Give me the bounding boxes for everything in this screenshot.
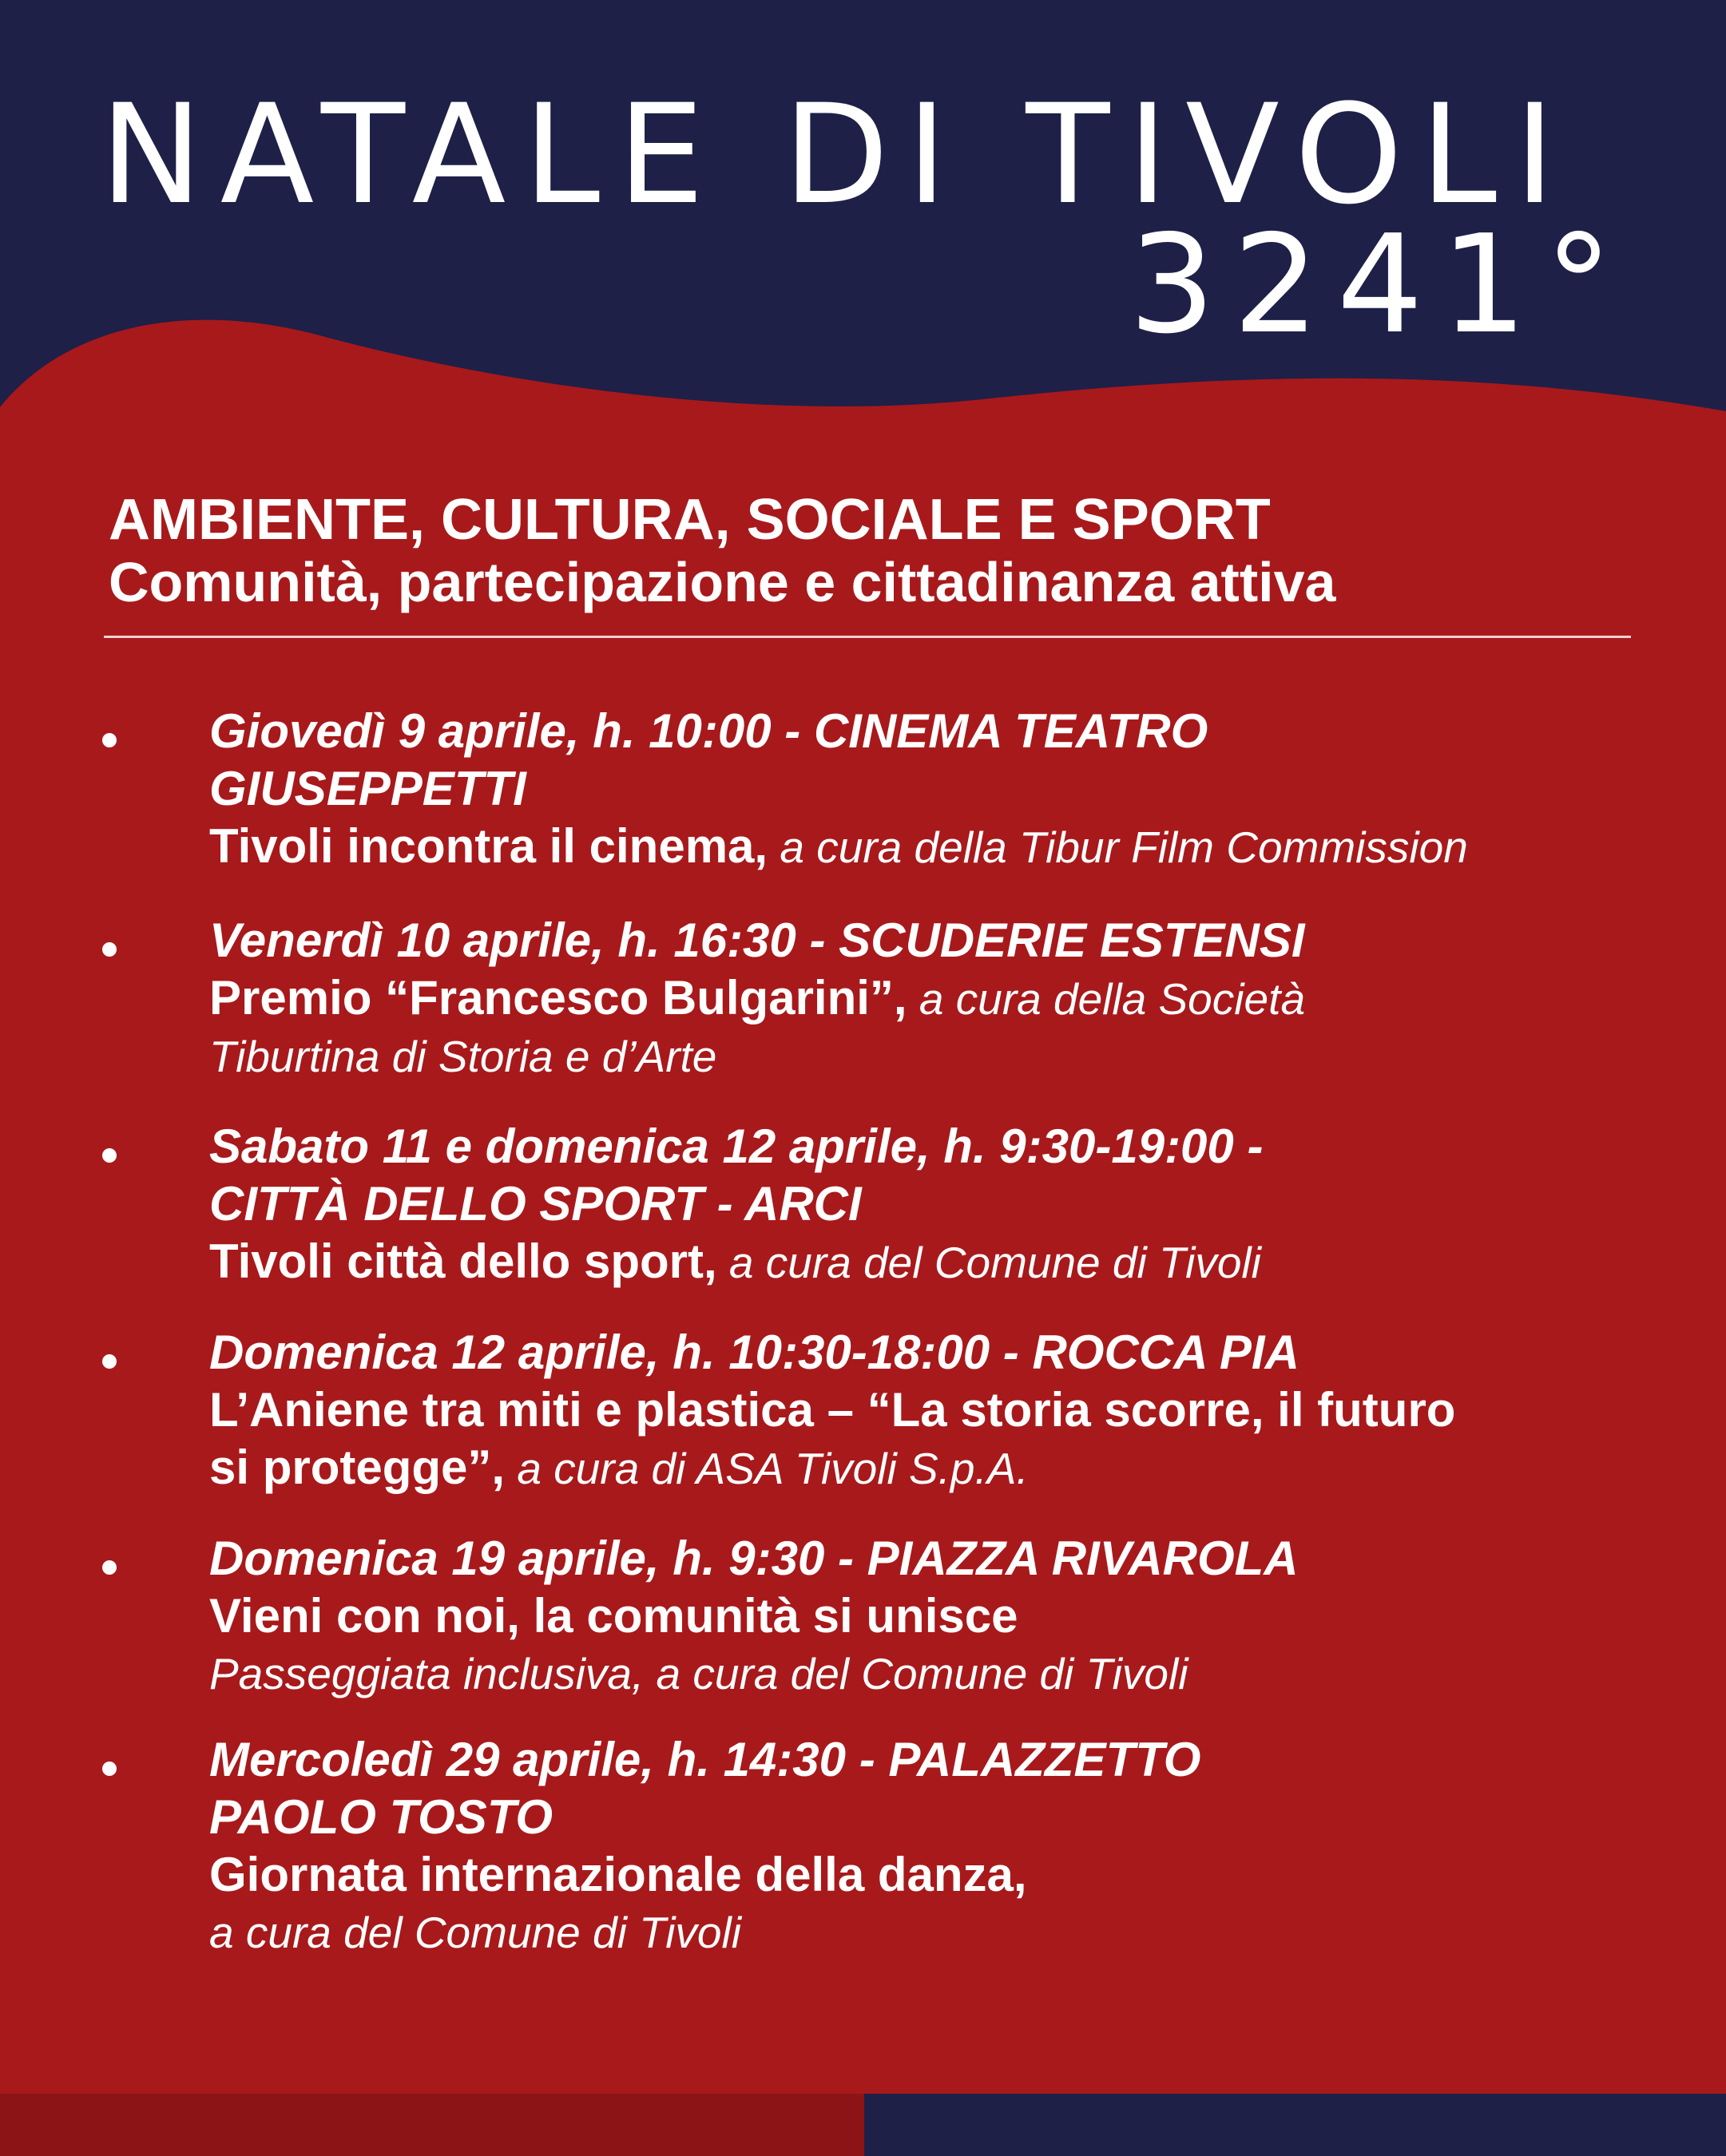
bullet-icon (102, 1148, 117, 1163)
event-when: Domenica 12 aprile, h. 10:30-18:00 - ROCCA PIA (209, 1326, 1299, 1379)
event-organizer: a cura della Società (907, 974, 1305, 1024)
event-organizer: a cura della Tibur Film Commission (768, 822, 1468, 872)
event-organizer: a cura del Comune di Tivoli (716, 1238, 1261, 1287)
event-when: Mercoledì 29 aprile, h. 14:30 - PALAZZETTO (209, 1733, 1201, 1786)
event-organizer: Passeggiata inclusiva, a cura del Comune di Tivoli (209, 1649, 1188, 1698)
event-title: Vieni con noi, la comunità si unisce (209, 1589, 1018, 1643)
section-title: AMBIENTE, CULTURA, SOCIALE E SPORT (109, 488, 1271, 552)
event-title: Giornata internazionale della danza, (209, 1848, 1027, 1901)
event-title: Tivoli incontra il cinema, (209, 819, 768, 873)
event-venue: CITTÀ DELLO SPORT - ARCI (209, 1177, 862, 1231)
bullet-icon (102, 1354, 117, 1369)
footer-band-red (0, 2094, 864, 2156)
bullet-icon (102, 733, 117, 747)
event-when: Domenica 19 aprile, h. 9:30 - PIAZZA RIVAROLA (209, 1532, 1299, 1585)
event-when: Venerdì 10 aprile, h. 16:30 - SCUDERIE ESTENSI (209, 914, 1305, 967)
edition-number: 3241° (1129, 206, 1630, 364)
event-title: Premio “Francesco Bulgarini”, (209, 971, 907, 1024)
event-organizer: a cura del Comune di Tivoli (209, 1908, 741, 1957)
bullet-icon (102, 1762, 117, 1776)
bullet-icon (102, 1560, 117, 1575)
divider (104, 636, 1631, 638)
event-organizer: a cura di ASA Tivoli S.p.A. (505, 1444, 1029, 1493)
event-title: si protegge”, (209, 1441, 506, 1494)
footer-band-navy (864, 2094, 1726, 2156)
event-when: Giovedì 9 aprile, h. 10:00 - CINEMA TEATRO (209, 704, 1208, 758)
event-venue: GIUSEPPETTI (209, 762, 526, 815)
event-organizer-line2: Tiburtina di Storia e d’Arte (209, 1032, 717, 1081)
section-subtitle: Comunità, partecipazione e cittadinanza attiva (109, 551, 1336, 613)
event-when: Sabato 11 e domenica 12 aprile, h. 9:30-19:00 - (209, 1120, 1264, 1173)
poster-title: NATALE DI TIVOLI (100, 74, 1573, 235)
bullet-icon (102, 942, 117, 957)
section-heading (109, 489, 1642, 613)
event-title-line1: L’Aniene tra miti e plastica – “La storia scorre, il futuro (209, 1383, 1456, 1437)
event-venue: PAOLO TOSTO (209, 1790, 554, 1844)
event-title: Tivoli città dello sport, (209, 1235, 717, 1288)
